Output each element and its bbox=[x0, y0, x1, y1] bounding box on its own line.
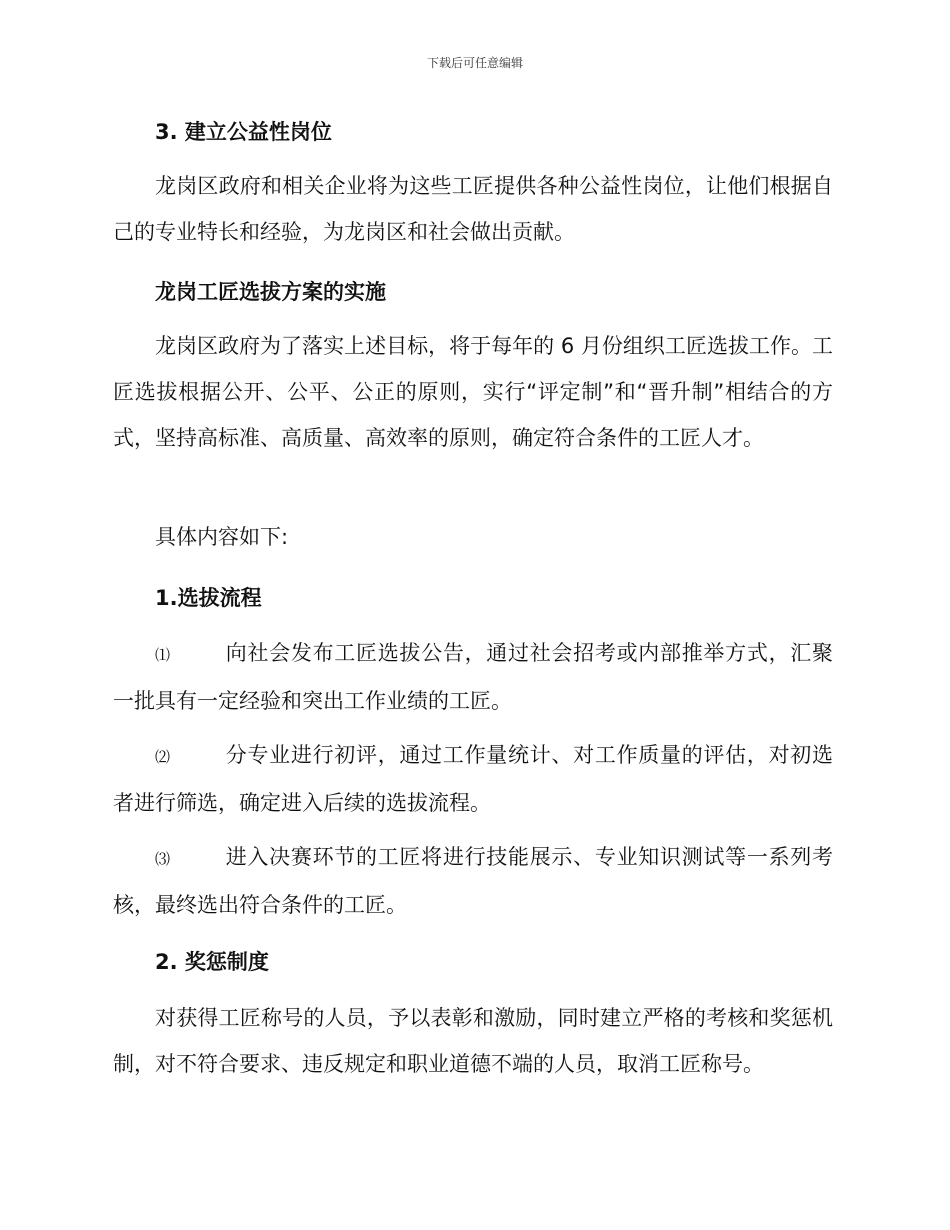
list-item bbox=[113, 834, 833, 928]
list-item bbox=[113, 732, 833, 826]
header-note: 下载后可任意编辑 bbox=[426, 56, 523, 70]
heading-public-welfare-posts: 3. 建立公益性岗位 bbox=[155, 120, 332, 144]
list-item bbox=[113, 630, 833, 724]
heading-implementation: 龙岗工匠选拔方案的实施 bbox=[155, 280, 386, 304]
heading-selection-process: 1.选拔流程 bbox=[155, 586, 262, 610]
paragraph-details-intro: 具体内容如下: bbox=[155, 525, 289, 549]
paragraph-rewards-penalties: 对获得工匠称号的人员，予以表彰和激励，同时建立严格的考核和奖惩机制，对不符合要求、违反规定和职业道德不端的人员，取消工匠称号。 bbox=[113, 1006, 833, 1076]
list-item-number: ⑵ bbox=[155, 748, 171, 766]
list-item-text: 进入决赛环节的工匠将进行技能展示、专业知识测试等一系列考核，最终选出符合条件的工匠。 bbox=[113, 845, 833, 917]
heading-rewards-penalties: 2. 奖惩制度 bbox=[155, 950, 269, 974]
list-item-text: 分专业进行初评，通过工作量统计、对工作质量的评估，对初选者进行筛选，确定进入后续的选拔流程。 bbox=[113, 743, 833, 815]
list-item-number: ⑶ bbox=[155, 850, 171, 868]
paragraph-public-welfare: 龙岗区政府和相关企业将为这些工匠提供各种公益性岗位，让他们根据自己的专业特长和经验，为龙岗区和社会做出贡献。 bbox=[113, 174, 833, 244]
list-item-text: 向社会发布工匠选拔公告，通过社会招考或内部推举方式，汇聚一批具有一定经验和突出工作业绩的工匠。 bbox=[113, 641, 833, 713]
list-item-number: ⑴ bbox=[155, 646, 171, 664]
paragraph-implementation: 龙岗区政府为了落实上述目标，将于每年的 6 月份组织工匠选拔工作。工匠选拔根据公开、公平、公正的原则，实行“评定制”和“晋升制”相结合的方式，坚持高标准、高质量、高效率的原则，确定符合条件的工匠人才。 bbox=[113, 334, 833, 450]
